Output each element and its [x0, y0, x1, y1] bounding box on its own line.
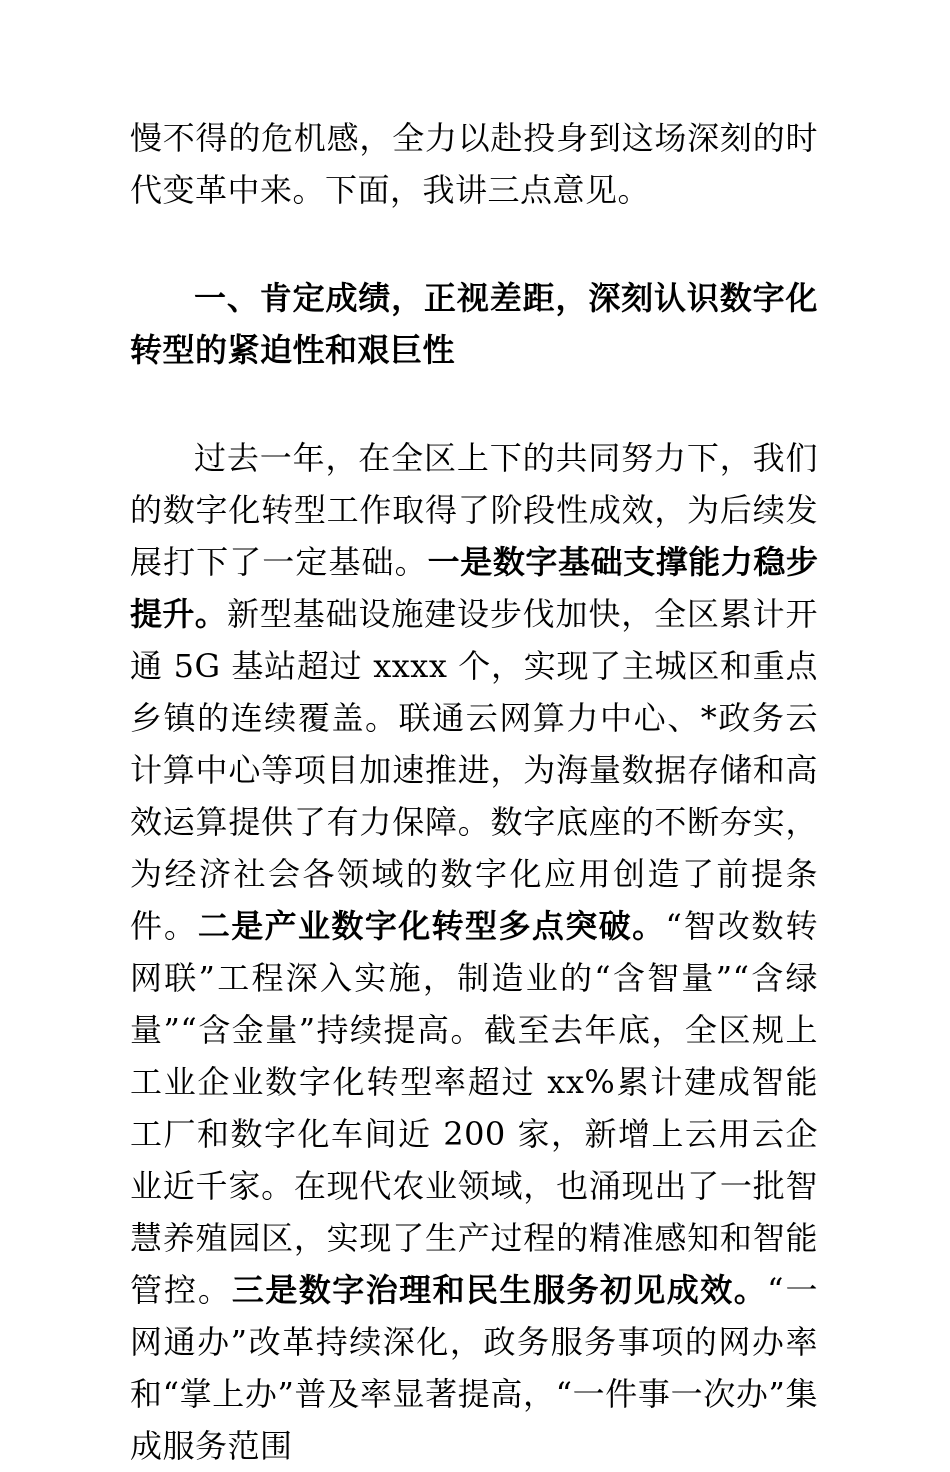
body-bold-point-three: 三是数字治理和民生服务初见成效。 [231, 1272, 768, 1308]
document-body [130, 112, 818, 1472]
spacer-before-heading [130, 216, 818, 272]
body-paragraph-one [130, 432, 818, 1472]
body-run-intro: 过去一年，在全区上下的共同努力下，我们的数字化转型工作取得了阶段性成效，为后续发展打下了一定基础。 [130, 439, 818, 581]
body-run-point-three-detail: “一网通办”改革持续深化，政务服务事项的网办率和“掌上办”普及率显著提高，“一件事一次办”集成服务范围 [130, 1271, 818, 1465]
lead-paragraph: 慢不得的危机感，全力以赴投身到这场深刻的时代变革中来。下面，我讲三点意见。 [130, 119, 818, 209]
body-run-point-one-detail: 新型基础设施建设步伐加快，全区累计开通 5G 基站超过 xxxx 个，实现了主城区和重点乡镇的连续覆盖。联通云网算力中心、*政务云计算中心等项目加速推进，为海量数据存储和高效运算提供了有力保障。数字底座的不断夯实，为经济社会各领域的数字化应用创造了前提条件。 [130, 595, 818, 945]
section-heading-one: 一、肯定成绩，正视差距，深刻认识数字化转型的紧迫性和艰巨性 [130, 280, 818, 368]
body-bold-point-two: 二是产业数字化转型多点突破。 [197, 908, 666, 944]
spacer-after-heading [130, 376, 818, 432]
body-bold-point-one: 一是数字基础支撑能力稳步提升。 [130, 544, 818, 632]
body-run-point-two-detail: “智改数转网联”工程深入实施，制造业的“含智量”“含绿量”“含金量”持续提高。截至去年底，全区规上工业企业数字化转型率超过 xx%累计建成智能工厂和数字化车间近 200 家，新增上云用云企业近千家。在现代农业领域，也涌现出了一批智慧养殖园区，实现了生产过程的精准感知和智能管控。 [130, 907, 818, 1309]
